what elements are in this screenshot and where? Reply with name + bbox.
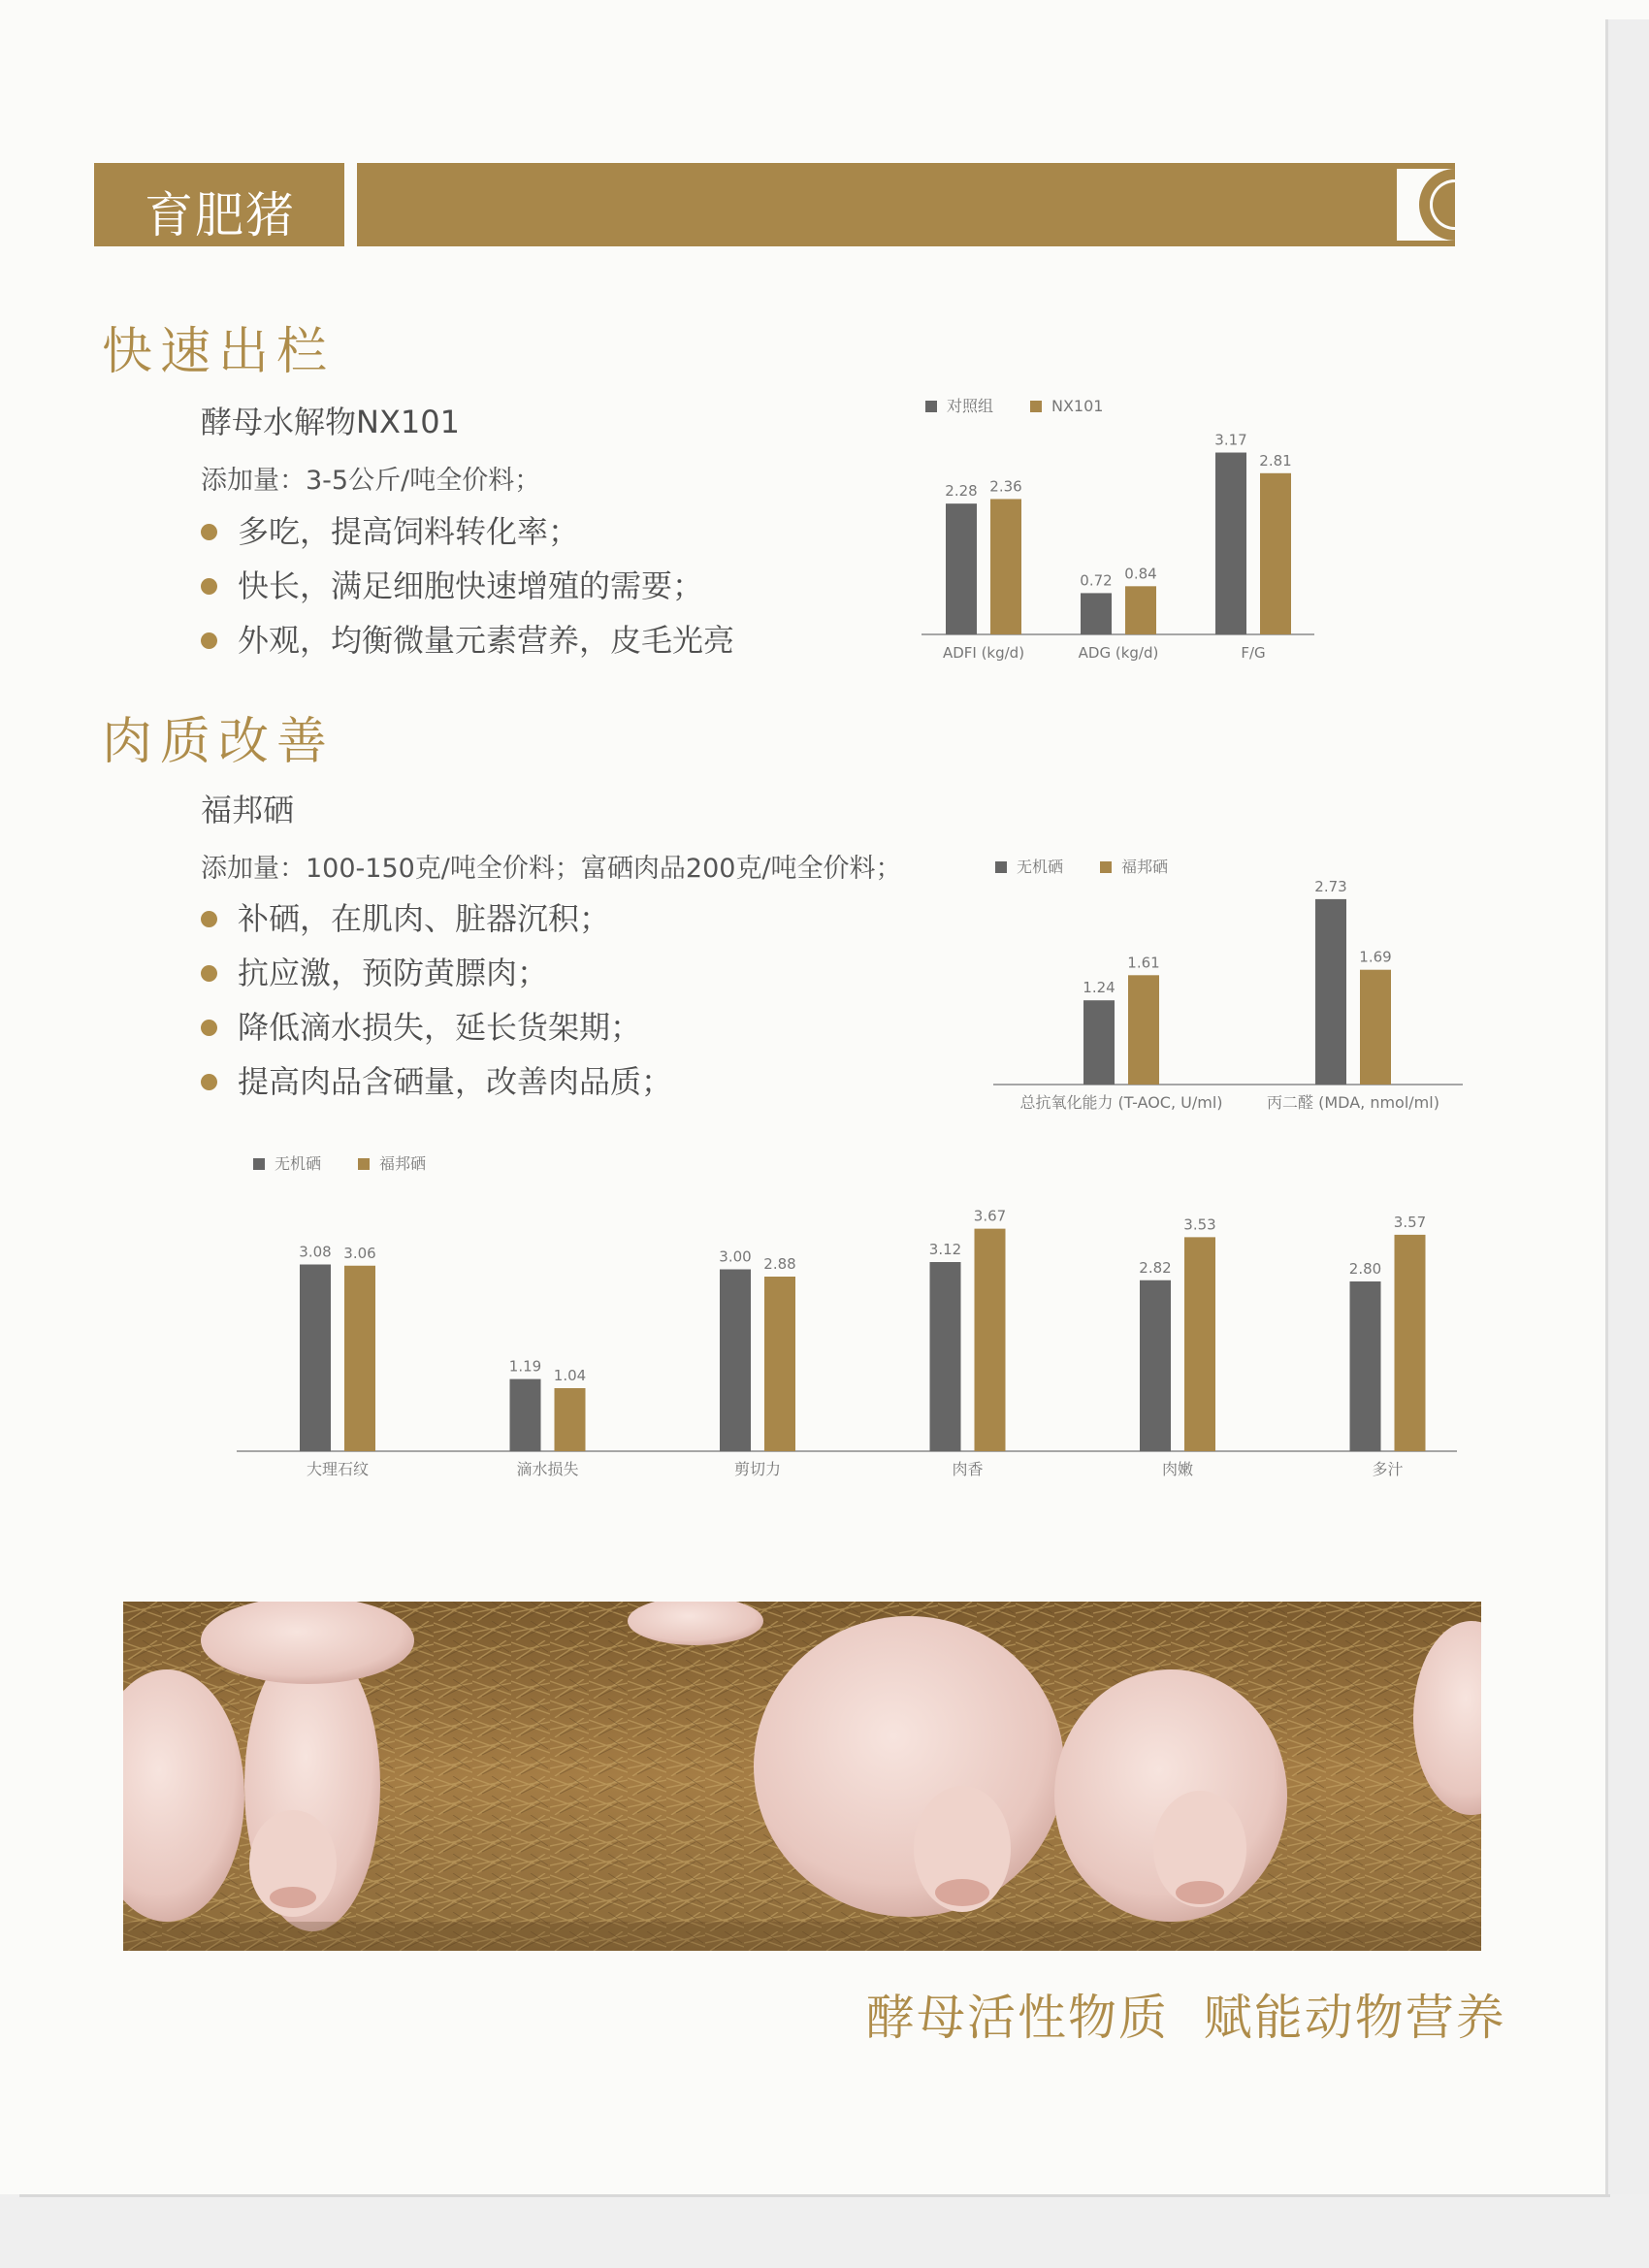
data-label-0-0: 3.08 <box>299 1243 332 1261</box>
chart-growth-performance <box>912 388 1339 679</box>
data-label-0-0: 2.28 <box>945 482 978 501</box>
data-label-5-0: 2.80 <box>1348 1260 1382 1278</box>
legend-swatch-1 <box>358 1158 370 1170</box>
bar-2-1 <box>764 1277 795 1451</box>
bar-4-1 <box>1184 1237 1215 1451</box>
pigs-on-straw-photo <box>123 1602 1481 1951</box>
scan-edge-bottom-line <box>19 2194 1610 2197</box>
bullet-dot-icon <box>201 965 217 982</box>
data-label-3-1: 3.67 <box>973 1207 1007 1225</box>
legend-label-0: 无机硒 <box>275 1154 322 1173</box>
list-item: 降低滴水损失，延长货架期； <box>201 1006 672 1060</box>
list-item: 抗应激，预防黄膘肉； <box>201 952 672 1006</box>
legend-swatch-0 <box>253 1158 265 1170</box>
bullet-dot-icon <box>201 911 217 927</box>
legend-label-0: 对照组 <box>947 397 994 415</box>
benefit-list-fubang-selenium <box>201 897 672 1115</box>
category-label-1: 滴水损失 <box>516 1460 579 1478</box>
legend-swatch-1 <box>1100 861 1112 873</box>
data-label-0-1: 1.61 <box>1127 954 1160 972</box>
data-label-5-1: 3.57 <box>1393 1213 1427 1231</box>
data-label-0-0: 1.24 <box>1083 979 1116 997</box>
category-label-2: F/G <box>1241 644 1266 662</box>
section-title-meat-quality: 肉质改善 <box>102 713 336 771</box>
bar-1-1 <box>1125 586 1156 634</box>
page-title: 育肥猪 <box>145 187 296 243</box>
list-item: 提高肉品含硒量，改善肉品质； <box>201 1060 672 1115</box>
data-label-2-1: 2.81 <box>1259 451 1292 470</box>
scan-edge-shadow <box>1605 19 1608 2202</box>
data-label-0-1: 3.06 <box>343 1244 376 1262</box>
legend-label-0: 无机硒 <box>1017 858 1064 876</box>
product-name-fubang-selenium: 福邦硒 <box>201 792 295 828</box>
data-label-4-0: 2.82 <box>1139 1258 1172 1277</box>
bar-0-1 <box>1128 975 1159 1085</box>
legend-swatch-1 <box>1030 401 1042 412</box>
bar-0-1 <box>990 499 1021 634</box>
product-name-nx101: 酵母水解物NX101 <box>201 404 460 440</box>
bar-4-0 <box>1140 1280 1171 1451</box>
chart-antioxidant <box>980 849 1484 1120</box>
data-label-0-1: 2.36 <box>989 477 1022 496</box>
bar-1-1 <box>1360 970 1391 1085</box>
category-label-1: 丙二醛 (MDA, nmol/ml) <box>1267 1093 1439 1112</box>
legend-label-1: 福邦硒 <box>1121 858 1169 876</box>
data-label-1-0: 1.19 <box>508 1357 542 1376</box>
bar-0-1 <box>344 1266 375 1451</box>
bar-5-1 <box>1395 1235 1426 1451</box>
data-label-3-0: 3.12 <box>928 1241 962 1258</box>
bar-1-1 <box>555 1388 586 1451</box>
data-label-2-0: 3.17 <box>1214 431 1247 449</box>
category-label-4: 肉嫩 <box>1161 1460 1194 1478</box>
legend-swatch-0 <box>995 861 1007 873</box>
legend-swatch-0 <box>925 401 937 412</box>
header-band <box>357 163 1455 246</box>
category-label-3: 肉香 <box>952 1460 984 1478</box>
list-item: 外观，均衡微量元素营养，皮毛光亮 <box>201 619 734 673</box>
section-title-fast-market: 快速出栏 <box>102 323 336 381</box>
data-label-1-0: 0.72 <box>1080 571 1113 590</box>
bullet-dot-icon <box>201 632 217 649</box>
data-label-1-0: 2.73 <box>1314 877 1347 895</box>
bar-0-0 <box>946 503 977 634</box>
bar-2-1 <box>1260 473 1291 634</box>
data-label-1-1: 0.84 <box>1124 565 1157 583</box>
bar-1-0 <box>1081 593 1112 634</box>
dosage-text-fubang-selenium: 添加量：100-150克/吨全价料；富硒肉品200克/吨全价料； <box>201 854 902 884</box>
list-item: 快长，满足细胞快速增殖的需要； <box>201 565 734 619</box>
chart-meat-quality <box>233 1145 1470 1479</box>
bar-3-1 <box>975 1229 1006 1451</box>
bullet-dot-icon <box>201 1074 217 1090</box>
half-circle-icon <box>1397 169 1455 241</box>
bar-5-0 <box>1350 1281 1381 1451</box>
page-title-band <box>94 163 344 246</box>
data-label-4-1: 3.53 <box>1183 1215 1216 1234</box>
data-label-2-0: 3.00 <box>719 1247 752 1266</box>
list-item: 补硒，在肌肉、脏器沉积； <box>201 897 672 952</box>
data-label-2-1: 2.88 <box>763 1255 796 1273</box>
bullet-dot-icon <box>201 524 217 540</box>
category-label-0: 总抗氧化能力 (T-AOC, U/ml) <box>1019 1093 1223 1112</box>
bullet-dot-icon <box>201 1020 217 1036</box>
category-label-2: 剪切力 <box>733 1460 782 1478</box>
bar-0-0 <box>300 1265 331 1452</box>
list-item: 多吃，提高饲料转化率； <box>201 510 734 565</box>
legend-label-1: NX101 <box>1051 397 1104 415</box>
category-label-0: ADFI (kg/d) <box>942 644 1025 662</box>
data-label-1-1: 1.69 <box>1359 948 1392 966</box>
benefit-list-nx101 <box>201 510 734 673</box>
category-label-5: 多汁 <box>1372 1460 1404 1478</box>
slogan: 酵母活性物质 赋能动物营养 <box>866 1990 1506 2046</box>
bar-2-0 <box>1215 453 1246 634</box>
dosage-text-nx101: 添加量：3-5公斤/吨全价料； <box>201 466 541 496</box>
legend-label-1: 福邦硒 <box>379 1154 427 1173</box>
bar-2-0 <box>720 1270 751 1452</box>
bar-1-0 <box>510 1379 541 1451</box>
data-label-1-1: 1.04 <box>553 1367 587 1384</box>
bar-1-0 <box>1315 899 1346 1085</box>
bar-0-0 <box>1083 1000 1115 1085</box>
bar-3-0 <box>930 1262 961 1451</box>
category-label-1: ADG (kg/d) <box>1078 644 1159 662</box>
scan-edge-bottom <box>0 2194 1649 2268</box>
bullet-dot-icon <box>201 578 217 595</box>
scan-edge-right <box>1605 19 1649 2202</box>
category-label-0: 大理石纹 <box>306 1460 370 1478</box>
